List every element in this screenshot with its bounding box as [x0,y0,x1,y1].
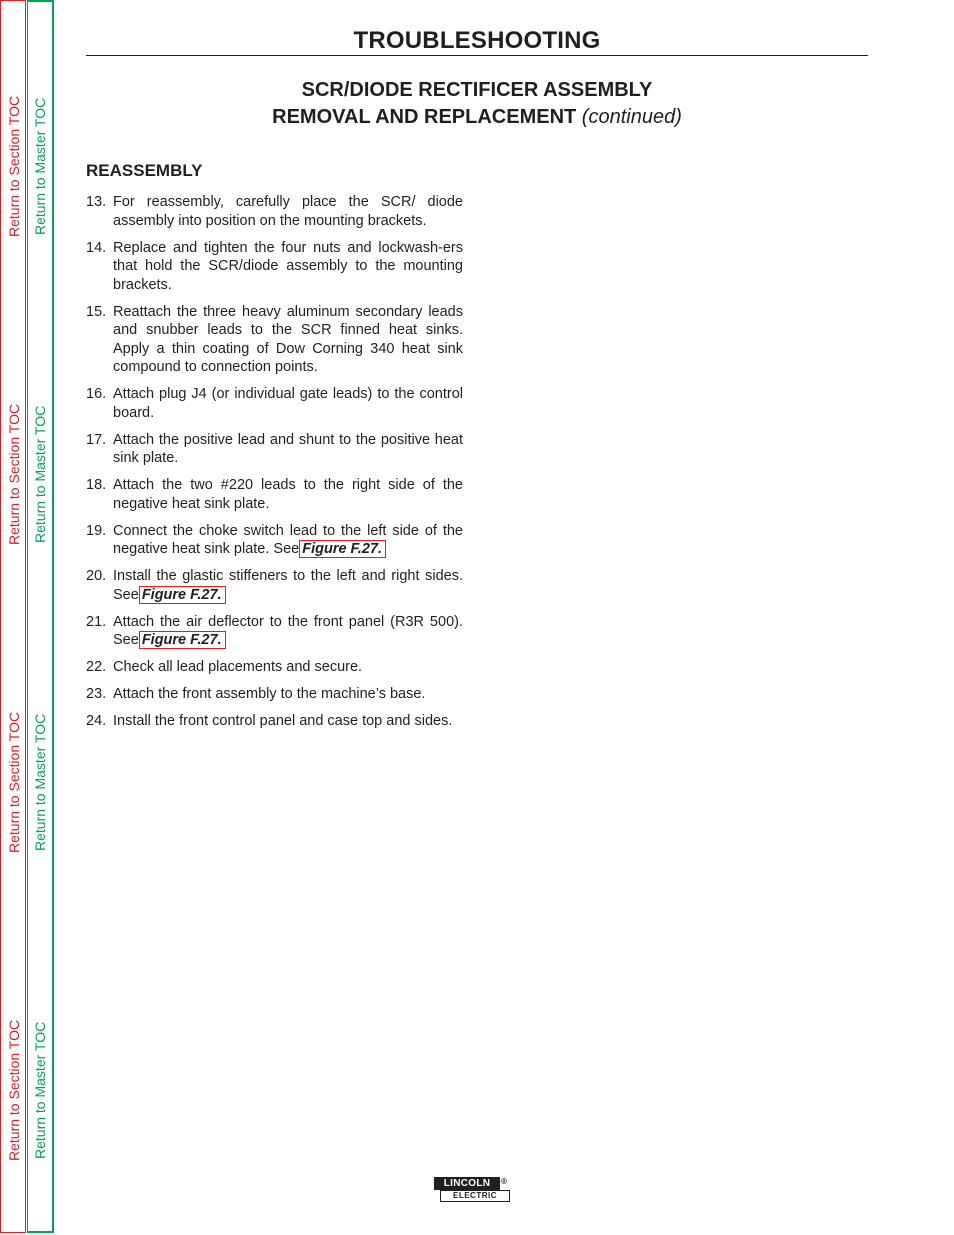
step-text: Install the front control panel and case top and sides. [113,713,453,729]
subtitle-continued: (continued) [581,106,682,128]
step-number: 16. [86,386,107,402]
step-number: 13. [86,194,107,210]
figure-link[interactable] [139,586,226,604]
figure-link[interactable] [139,631,226,649]
step-text: Attach plug J4 (or individual gate leads) to the control board. [113,386,463,421]
step-item [86,613,463,650]
subtitle-main: REMOVAL AND REPLACEMENT [272,106,577,128]
step-number: 17. [86,431,107,448]
step-number: 20. [86,568,107,584]
return-to-master-toc-link[interactable]: Return to Master TOC [32,405,48,543]
return-to-section-toc-link[interactable]: Return to Section TOC [6,95,22,237]
return-to-master-toc-link[interactable]: Return to Master TOC [32,97,48,235]
step-text: Connect the choke switch lead to the left side of the negative heat sink plate. See [113,522,463,557]
subtitle-line-2 [86,104,868,131]
step-number: 23. [86,686,107,702]
lincoln-electric-logo [434,1177,512,1204]
step-item [86,567,463,604]
return-to-section-toc-link[interactable]: Return to Section TOC [6,403,22,545]
figure-link[interactable] [299,540,386,558]
figure-link-punct: . [377,541,382,557]
page-title: TROUBLESHOOTING [353,27,601,54]
step-item [86,193,463,230]
step-item [86,385,463,422]
step-text: Reattach the three heavy aluminum secondary leads and snubber leads to the SCR finned heat sinks. Apply a thin coating of Dow Corning 340 heat sink compound to connection points. [113,303,463,375]
step-number: 24. [86,713,107,729]
figure-link-punct: . [217,632,222,648]
return-to-section-toc-link[interactable]: Return to Section TOC [6,711,22,853]
step-number: 19. [86,522,107,539]
figure-link-label: Figure F.27 [302,541,378,557]
return-to-master-toc-link[interactable]: Return to Master TOC [32,1021,48,1159]
step-item [86,522,463,559]
step-text: Attach the positive lead and shunt to the positive heat sink plate. [113,431,463,466]
step-number: 18. [86,477,107,493]
section-heading: REASSEMBLY [86,161,203,180]
step-text: Attach the air deflector to the front panel (R3R 500). See [113,613,463,648]
figure-link-punct: . [217,586,222,603]
subtitle-line-1: SCR/DIODE RECTIFICER ASSEMBLY [301,79,653,101]
step-text: Check all lead placements and secure. [113,659,363,675]
step-item [86,685,463,704]
logo-top-text: LINCOLN [434,1177,500,1190]
step-item [86,303,463,377]
step-item [86,476,463,513]
step-text: For reassembly, carefully place the SCR/ diode assembly into position on the mounting brackets. [113,194,463,229]
step-text: Replace and tighten the four nuts and lockwash-ers that hold the SCR/diode assembly to the mounting brackets. [113,239,463,293]
step-number: 15. [86,303,107,320]
step-number: 22. [86,659,107,675]
logo-registered-mark: ® [501,1177,507,1186]
step-text: Attach the front assembly to the machine’s base. [113,686,426,702]
figure-link-label: Figure F.27 [141,586,218,603]
step-text: Install the glastic stiffeners to the left and right sides. See [113,568,463,603]
return-to-master-toc-link[interactable]: Return to Master TOC [32,713,48,851]
title-divider [86,55,868,56]
reassembly-steps-list [86,193,463,739]
step-item [86,712,463,731]
step-number: 21. [86,613,107,630]
figure-link-label: Figure F.27 [141,632,218,648]
procedure-subtitle [86,77,868,131]
step-item [86,658,463,677]
step-text: Attach the two #220 leads to the right side of the negative heat sink plate. [113,477,463,512]
return-to-section-toc-link[interactable]: Return to Section TOC [6,1019,22,1161]
step-number: 14. [86,239,107,256]
step-item [86,431,463,468]
logo-bottom-text: ELECTRIC [440,1190,510,1202]
step-item [86,239,463,295]
